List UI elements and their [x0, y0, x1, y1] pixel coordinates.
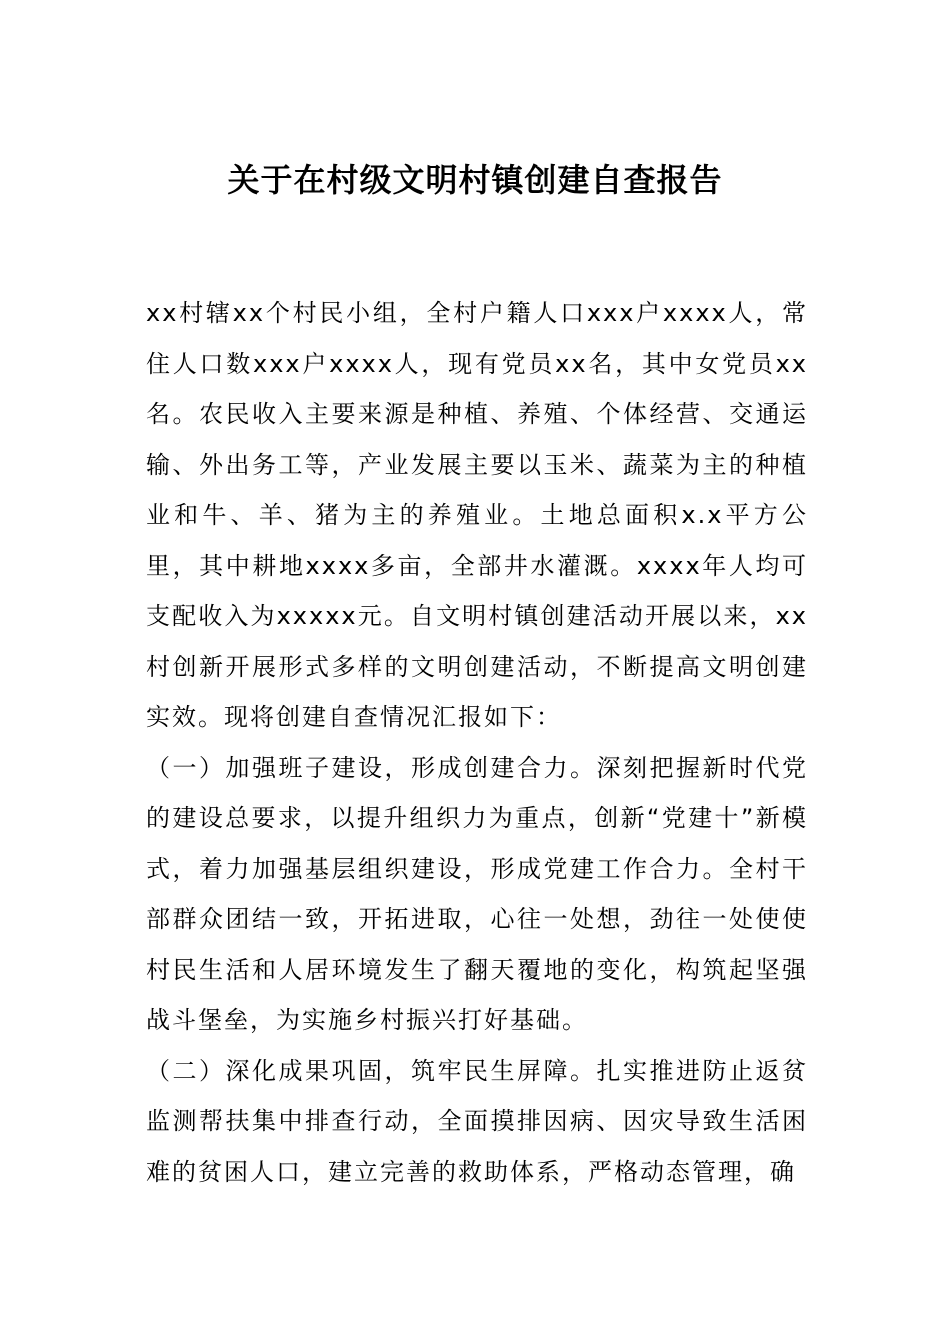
- document-title: 关于在村级文明村镇创建自查报告: [227, 161, 723, 199]
- paragraph-section-1: （一）加强班子建设，形成创建合力。深刻把握新时代党的建设总要求，以提升组织力为重点，创新“党建十”新模式，着力加强基层组织建设，形成党建工作合力。全村干部群众团结一致，开拓进取，心往一处想，劲往一处使使村民生活和人居环境发生了翻天覆地的变化，构筑起坚强战斗堡垒，为实施乡村振兴打好基础。: [146, 753, 808, 1034]
- paragraph-intro: xx村辖xx个村民小组，全村户籍人口xxx户xxxx人，常住人口数xxx户xxxx人，现有党员xx名，其中女党员xx名。农民收入主要来源是种植、养殖、个体经营、交通运输、外出务工等，产业发展主要以玉米、蔬菜为主的种植业和牛、羊、猪为主的养殖业。土地总面积x.x平方公里，其中耕地xxxx多亩，全部井水灌溉。xxxx年人均可支配收入为xxxxx元。自文明村镇创建活动开展以来，xx村创新开展形式多样的文明创建活动，不断提高文明创建实效。现将创建自查情况汇报如下：: [146, 299, 808, 731]
- paragraph-section-2: （二）深化成果巩固，筑牢民生屏障。扎实推进防止返贫监测帮扶集中排查行动，全面摸排因病、因灾导致生活困难的贫困人口，建立完善的救助体系，严格动态管理，确: [146, 1056, 808, 1186]
- document-body: [146, 288, 808, 1197]
